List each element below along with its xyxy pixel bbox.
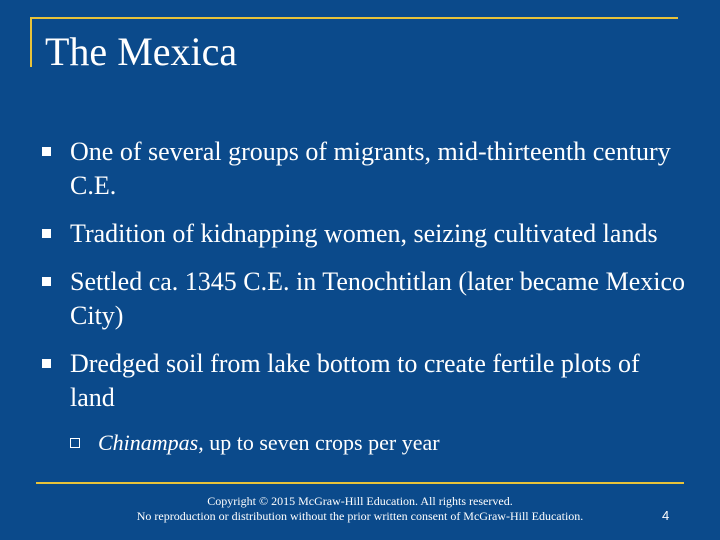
- bullet-item: [0, 135, 690, 203]
- square-bullet-icon: [42, 359, 51, 368]
- square-bullet-icon: [42, 229, 51, 238]
- square-bullet-icon: [42, 277, 51, 286]
- bullet-text: One of several groups of migrants, mid-thirteenth century C.E.: [70, 137, 671, 200]
- hollow-square-bullet-icon: [70, 438, 80, 448]
- bullet-item: [0, 217, 690, 251]
- sub-bullet-text: , up to seven crops per year: [198, 430, 440, 455]
- slide-title: The Mexica: [45, 29, 238, 74]
- bullet-text: Dredged soil from lake bottom to create fertile plots of land: [70, 349, 640, 412]
- sub-bullet-term: Chinampas: [98, 430, 199, 455]
- bullet-text: Tradition of kidnapping women, seizing cultivated lands: [70, 219, 658, 248]
- footer-rule: [36, 482, 684, 484]
- copyright-line-2: No reproduction or distribution without the prior written consent of McGraw-Hill Education.: [136, 509, 584, 523]
- page-number: 4: [662, 508, 670, 523]
- sub-bullet-item: [0, 429, 720, 457]
- square-bullet-icon: [42, 147, 51, 156]
- bullet-item: [0, 265, 690, 333]
- bullet-text: Settled ca. 1345 C.E. in Tenochtitlan (later became Mexico City): [70, 267, 685, 330]
- bullet-item: [0, 347, 690, 415]
- title-frame-left-rule: [30, 17, 32, 67]
- title-frame-top-rule: [30, 17, 678, 19]
- copyright-footer: [60, 494, 660, 524]
- bullet-list: [0, 135, 720, 457]
- copyright-line-1: Copyright © 2015 McGraw-Hill Education. All rights reserved.: [207, 494, 513, 508]
